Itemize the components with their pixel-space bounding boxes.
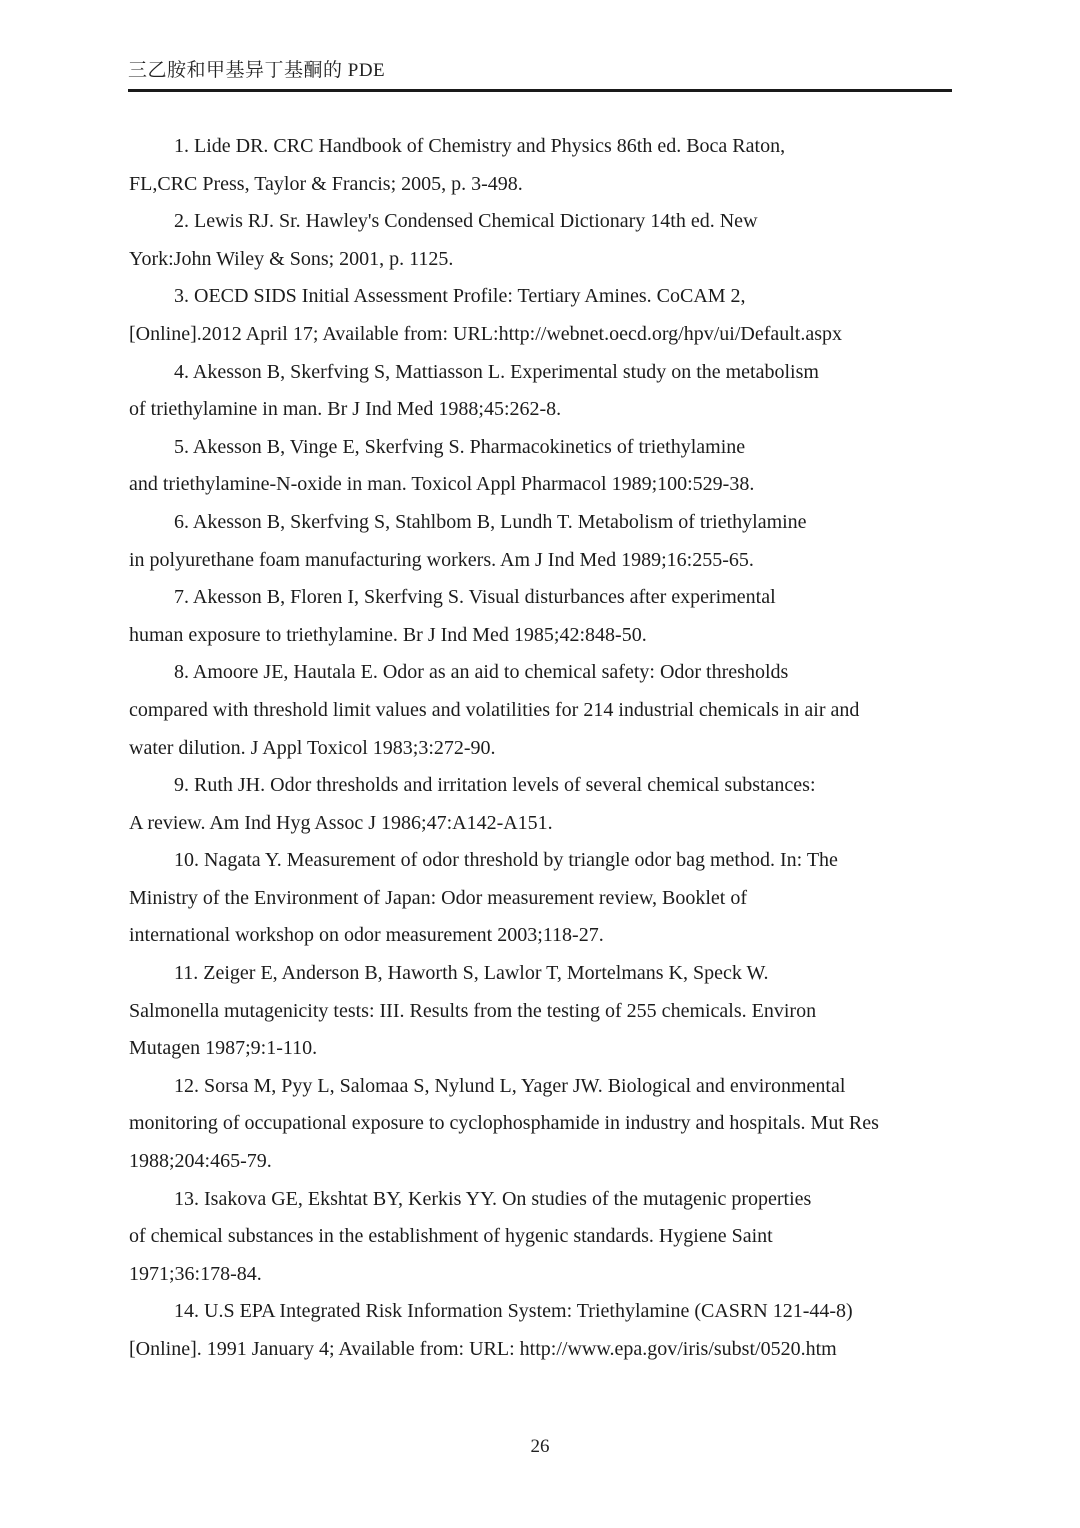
reference-line: FL,CRC Press, Taylor & Francis; 2005, p. 3-498. — [129, 172, 523, 195]
reference-line: monitoring of occupational exposure to cyclophosphamide in industry and hospitals. Mut Res — [129, 1112, 879, 1135]
reference-line: 1988;204:465-79. — [129, 1150, 272, 1173]
page-header — [128, 58, 952, 84]
reference-line: 8. Amoore JE, Hautala E. Odor as an aid to chemical safety: Odor thresholds — [174, 661, 789, 684]
reference-item — [129, 203, 953, 278]
reference-item — [129, 579, 953, 654]
running-header-title: 三乙胺和甲基异丁基酮的 PDE — [128, 60, 386, 81]
reference-line: 3. OECD SIDS Initial Assessment Profile: Tertiary Amines. CoCAM 2, — [174, 285, 746, 308]
reference-item — [129, 767, 953, 842]
reference-item — [129, 1068, 953, 1181]
reference-line: and triethylamine-N-oxide in man. Toxicol Appl Pharmacol 1989;100:529-38. — [129, 473, 755, 496]
reference-line: [Online].2012 April 17; Available from: URL:http://webnet.oecd.org/hpv/ui/Default.aspx — [129, 322, 843, 345]
reference-line: 6. Akesson B, Skerfving S, Stahlbom B, Lundh T. Metabolism of triethylamine — [174, 510, 807, 533]
reference-line: 2. Lewis RJ. Sr. Hawley's Condensed Chemical Dictionary 14th ed. New — [174, 210, 758, 233]
reference-item — [129, 1293, 953, 1368]
reference-item — [129, 842, 953, 955]
reference-line: 1971;36:178-84. — [129, 1262, 262, 1285]
reference-item — [129, 504, 953, 579]
reference-item — [129, 654, 953, 767]
reference-line: 1. Lide DR. CRC Handbook of Chemistry and Physics 86th ed. Boca Raton, — [174, 135, 786, 157]
reference-line: 14. U.S EPA Integrated Risk Information System: Triethylamine (CASRN 121-44-8) — [174, 1300, 853, 1323]
reference-line: Ministry of the Environment of Japan: Odor measurement review, Booklet of — [129, 886, 747, 909]
reference-line: international workshop on odor measurement 2003;118-27. — [129, 924, 604, 947]
reference-line: 11. Zeiger E, Anderson B, Haworth S, Lawlor T, Mortelmans K, Speck W. — [174, 962, 769, 985]
reference-line: water dilution. J Appl Toxicol 1983;3:272-90. — [129, 736, 496, 759]
reference-line: 7. Akesson B, Floren I, Skerfving S. Visual disturbances after experimental — [174, 586, 776, 609]
reference-line: Mutagen 1987;9:1-110. — [129, 1037, 318, 1060]
reference-line: A review. Am Ind Hyg Assoc J 1986;47:A142-A151. — [129, 811, 553, 834]
reference-line: 9. Ruth JH. Odor thresholds and irritation levels of several chemical substances: — [174, 774, 816, 797]
page-number: 26 — [530, 1436, 550, 1457]
reference-line: York:John Wiley & Sons; 2001, p. 1125. — [129, 247, 454, 270]
reference-line: in polyurethane foam manufacturing workers. Am J Ind Med 1989;16:255-65. — [129, 548, 754, 571]
reference-line: Salmonella mutagenicity tests: III. Results from the testing of 255 chemicals. Environ — [129, 999, 817, 1022]
reference-line: 13. Isakova GE, Ekshtat BY, Kerkis YY. On studies of the mutagenic properties — [174, 1187, 812, 1210]
reference-line: 5. Akesson B, Vinge E, Skerfving S. Pharmacokinetics of triethylamine — [174, 435, 746, 458]
reference-item — [129, 429, 953, 504]
reference-line: compared with threshold limit values and volatilities for 214 industrial chemicals in air and — [129, 698, 860, 721]
reference-item — [129, 955, 953, 1068]
reference-line: human exposure to triethylamine. Br J Ind Med 1985;42:848-50. — [129, 623, 647, 646]
reference-line: of triethylamine in man. Br J Ind Med 1988;45:262-8. — [129, 398, 562, 421]
reference-item — [129, 128, 953, 203]
header-divider — [128, 89, 952, 92]
reference-line: [Online]. 1991 January 4; Available from: URL: http://www.epa.gov/iris/subst/0520.htm — [129, 1338, 837, 1360]
references-list — [129, 128, 953, 1369]
page-footer — [0, 1436, 1080, 1458]
reference-line: 12. Sorsa M, Pyy L, Salomaa S, Nylund L, Yager JW. Biological and environmental — [174, 1074, 846, 1097]
reference-item — [129, 1181, 953, 1294]
reference-item — [129, 354, 953, 429]
reference-line: of chemical substances in the establishment of hygenic standards. Hygiene Saint — [129, 1225, 773, 1248]
reference-line: 10. Nagata Y. Measurement of odor threshold by triangle odor bag method. In: The — [174, 849, 838, 872]
reference-item — [129, 278, 953, 353]
reference-line: 4. Akesson B, Skerfving S, Mattiasson L. Experimental study on the metabolism — [174, 360, 819, 383]
